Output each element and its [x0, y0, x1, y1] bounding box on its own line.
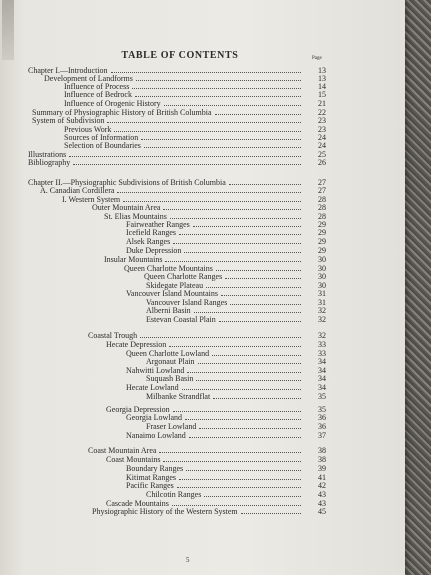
- toc-entry-page: 26: [318, 158, 326, 167]
- toc-entry-page: 13: [318, 74, 326, 83]
- toc-entry-title: Chilcotin Ranges: [146, 490, 202, 499]
- toc-entry-page: 27: [318, 186, 326, 195]
- toc-entry-page: 33: [318, 349, 326, 358]
- toc-entry-title: Duke Depression: [126, 246, 182, 255]
- page-title: TABLE OF CONTENTS: [121, 50, 239, 61]
- toc-entry-title: Queen Charlotte Mountains: [124, 264, 213, 273]
- toc-entry: [40, 186, 305, 195]
- toc-entry: [28, 158, 305, 167]
- page-column-header: Page: [312, 56, 322, 61]
- toc-entry-title: Sources of Information: [64, 133, 139, 142]
- toc-entry-title: Outer Mountain Area: [92, 203, 161, 212]
- toc-entry-page: 43: [318, 490, 326, 499]
- toc-entry: [126, 246, 305, 255]
- toc-dot-leader: [219, 321, 301, 322]
- toc-dot-leader: [206, 287, 301, 288]
- toc-entry-title: Hecate Lowland: [126, 383, 179, 392]
- toc-entry-title: Kitimat Ranges: [126, 473, 176, 482]
- toc-entry-title: A. Canadian Cordillera: [40, 186, 115, 195]
- toc-entry: [126, 464, 305, 473]
- toc-dot-leader: [164, 105, 301, 106]
- toc-dot-leader: [194, 312, 301, 313]
- toc-dot-leader: [179, 234, 301, 235]
- toc-entry-title: Milbanke Strandflat: [146, 392, 211, 401]
- toc-dot-leader: [117, 192, 301, 193]
- toc-entry-page: 32: [318, 315, 326, 324]
- toc-entry-page: 45: [318, 507, 326, 516]
- toc-entry-title: Influence of Orogenic History: [64, 99, 161, 108]
- toc-entry-title: Coast Mountain Area: [88, 446, 157, 455]
- toc-entry-page: 37: [318, 431, 326, 440]
- toc-entry-title: Alberni Basin: [146, 306, 191, 315]
- toc-entry-page: 14: [318, 82, 326, 91]
- toc-entry-title: Nanaimo Lowland: [126, 431, 186, 440]
- toc-entry: [106, 455, 305, 464]
- toc-dot-leader: [182, 389, 301, 390]
- toc-dot-leader: [241, 513, 301, 514]
- toc-entry: [64, 141, 305, 150]
- toc-entry-title: Icefield Ranges: [126, 228, 176, 237]
- toc-entry-page: 34: [318, 366, 326, 375]
- toc-dot-leader: [230, 304, 301, 305]
- toc-entry-title: Coast Mountains: [106, 455, 161, 464]
- toc-entry-page: 24: [318, 141, 326, 150]
- toc-entry: [146, 357, 305, 366]
- toc-dot-leader: [135, 96, 301, 97]
- toc-entry: [146, 315, 305, 324]
- toc-entry: [64, 90, 305, 99]
- toc-dot-leader: [173, 411, 301, 412]
- toc-dot-leader: [225, 278, 301, 279]
- toc-dot-leader: [198, 363, 301, 364]
- toc-entry-title: Influence of Bedrock: [64, 90, 132, 99]
- toc-entry-page: 41: [318, 473, 326, 482]
- toc-entry: [146, 374, 305, 383]
- toc-dot-leader: [111, 72, 301, 73]
- toc-dot-leader: [163, 461, 301, 462]
- toc-dot-leader: [196, 380, 301, 381]
- toc-dot-leader: [170, 218, 301, 219]
- toc-dot-leader: [107, 122, 301, 123]
- toc-dot-leader: [229, 184, 301, 185]
- toc-entry-page: 28: [318, 212, 326, 221]
- toc-entry-page: 30: [318, 272, 326, 281]
- toc-entry-title: Cascade Mountains: [106, 499, 169, 508]
- toc-entry-page: 30: [318, 264, 326, 273]
- toc-entry: [92, 203, 305, 212]
- toc-entry: [146, 306, 305, 315]
- toc-entry: [146, 392, 305, 401]
- toc-dot-leader: [165, 261, 301, 262]
- toc-entry-title: I. Western System: [62, 195, 121, 204]
- toc-entry: [88, 331, 305, 340]
- toc-entry-page: 24: [318, 133, 326, 142]
- toc-entry-title: Chapter I.—Introduction: [28, 66, 108, 75]
- toc-entry-page: 43: [318, 499, 326, 508]
- toc-entry-title: Vancouver Island Ranges: [146, 298, 228, 307]
- toc-entry-title: Fraser Lowland: [146, 422, 197, 431]
- toc-dot-leader: [189, 437, 301, 438]
- toc-entry-title: Georgia Lowland: [126, 413, 183, 422]
- toc-entry-page: 31: [318, 298, 326, 307]
- toc-entry: [146, 422, 305, 431]
- toc-entry-page: 27: [318, 178, 326, 187]
- toc-entry-title: Skidegate Plateau: [146, 281, 204, 290]
- toc-entry: [126, 237, 305, 246]
- table-surface: [401, 0, 431, 575]
- toc-entry-page: 28: [318, 195, 326, 204]
- toc-entry-title: Queen Charlotte Ranges: [144, 272, 223, 281]
- toc-entry-title: Development of Landforms: [44, 74, 133, 83]
- toc-entry-title: Previous Work: [64, 125, 112, 134]
- toc-entry-page: 42: [318, 481, 326, 490]
- toc-entry-title: Queen Charlotte Lowland: [126, 349, 210, 358]
- toc-entry-title: Physiographic History of the Western System: [92, 507, 238, 516]
- toc-dot-leader: [204, 496, 301, 497]
- page-number: 5: [186, 556, 190, 564]
- toc-dot-leader: [144, 147, 301, 148]
- toc-entry-page: 34: [318, 374, 326, 383]
- toc-dot-leader: [141, 139, 301, 140]
- toc-dot-leader: [140, 337, 301, 338]
- toc-entry-title: Summary of Physiographic History of British Columbia: [32, 108, 212, 117]
- toc-dot-leader: [179, 479, 301, 480]
- toc-entry-title: Coastal Trough: [88, 331, 138, 340]
- toc-entry-title: Bibliography: [28, 158, 71, 167]
- toc-entry-title: Suquash Basin: [146, 374, 194, 383]
- toc-entry: [144, 272, 305, 281]
- toc-entry-page: 29: [318, 237, 326, 246]
- toc-entry-page: 31: [318, 289, 326, 298]
- toc-entry: [126, 383, 305, 392]
- toc-dot-leader: [114, 131, 301, 132]
- toc-dot-leader: [132, 88, 301, 89]
- toc-entry: [126, 481, 305, 490]
- toc-dot-leader: [212, 355, 301, 356]
- toc-dot-leader: [221, 295, 301, 296]
- toc-dot-leader: [163, 209, 301, 210]
- toc-entry-title: Estevan Coastal Plain: [146, 315, 216, 324]
- toc-dot-leader: [215, 114, 301, 115]
- toc-dot-leader: [136, 80, 301, 81]
- toc-entry: [32, 116, 305, 125]
- toc-entry-title: Alsek Ranges: [126, 237, 171, 246]
- toc-dot-leader: [193, 226, 301, 227]
- toc-entry-page: 28: [318, 203, 326, 212]
- toc-dot-leader: [199, 428, 301, 429]
- toc-entry-page: 29: [318, 220, 326, 229]
- toc-entry: [88, 446, 305, 455]
- toc-entry-page: 29: [318, 228, 326, 237]
- toc-entry: [126, 228, 305, 237]
- toc-entry-page: 30: [318, 255, 326, 264]
- toc-dot-leader: [184, 252, 301, 253]
- toc-dot-leader: [187, 372, 301, 373]
- toc-entry-title: Chapter II.—Physiographic Subdivisions of British Columbia: [28, 178, 226, 187]
- toc-entry-page: 34: [318, 357, 326, 366]
- toc-entry-page: 21: [318, 99, 326, 108]
- toc-entry-title: Influence of Process: [64, 82, 130, 91]
- toc-entry-title: Nahwitti Lowland: [126, 366, 185, 375]
- toc-entry-page: 25: [318, 150, 326, 159]
- toc-dot-leader: [172, 505, 301, 506]
- toc-dot-leader: [169, 346, 301, 347]
- toc-entry: [146, 490, 305, 499]
- toc-entry-page: 36: [318, 422, 326, 431]
- toc-entry-page: 23: [318, 116, 326, 125]
- toc-entry-title: Illustrations: [28, 150, 67, 159]
- toc-entry-page: 38: [318, 446, 326, 455]
- toc-entry-page: 38: [318, 455, 326, 464]
- toc-entry-page: 39: [318, 464, 326, 473]
- toc-dot-leader: [177, 487, 301, 488]
- toc-entry-page: 22: [318, 108, 326, 117]
- toc-dot-leader: [123, 201, 301, 202]
- toc-entry-page: 36: [318, 413, 326, 422]
- toc-entry-page: 23: [318, 125, 326, 134]
- toc-entry-page: 30: [318, 281, 326, 290]
- toc-entry-title: Boundary Ranges: [126, 464, 184, 473]
- toc-entry: [106, 340, 305, 349]
- toc-entry: [92, 507, 305, 516]
- toc-dot-leader: [186, 470, 301, 471]
- toc-dot-leader: [69, 156, 301, 157]
- toc-entry-page: 32: [318, 306, 326, 315]
- toc-entry-title: St. Elias Mountains: [104, 212, 167, 221]
- toc-entry: [126, 431, 305, 440]
- toc-entry: [126, 289, 305, 298]
- toc-entry-page: 34: [318, 383, 326, 392]
- toc-entry: [64, 99, 305, 108]
- toc-entry-page: 35: [318, 392, 326, 401]
- toc-entry: [104, 255, 305, 264]
- toc-dot-leader: [159, 452, 301, 453]
- toc-dot-leader: [216, 270, 301, 271]
- toc-entry-page: 15: [318, 90, 326, 99]
- toc-dot-leader: [73, 164, 301, 165]
- toc-entry-title: Fairweather Ranges: [126, 220, 190, 229]
- toc-entry-page: 13: [318, 66, 326, 75]
- toc-entry-page: 32: [318, 331, 326, 340]
- toc-entry-title: Selection of Boundaries: [64, 141, 141, 150]
- toc-entry: [126, 413, 305, 422]
- toc-entry-title: Argonaut Plain: [146, 357, 195, 366]
- toc-dot-leader: [213, 398, 301, 399]
- toc-entry-title: System of Subdivision: [32, 116, 105, 125]
- toc-entry-title: Pacific Ranges: [126, 481, 174, 490]
- toc-entry-page: 35: [318, 405, 326, 414]
- toc-entry-title: Hecate Depression: [106, 340, 167, 349]
- toc-dot-leader: [185, 419, 301, 420]
- toc-entry-title: Georgia Depression: [106, 405, 170, 414]
- toc-entry-page: 29: [318, 246, 326, 255]
- toc-entry-title: Insular Mountains: [104, 255, 163, 264]
- toc-dot-leader: [173, 243, 301, 244]
- toc-entry-title: Vancouver Island Mountains: [126, 289, 218, 298]
- toc-entry-page: 33: [318, 340, 326, 349]
